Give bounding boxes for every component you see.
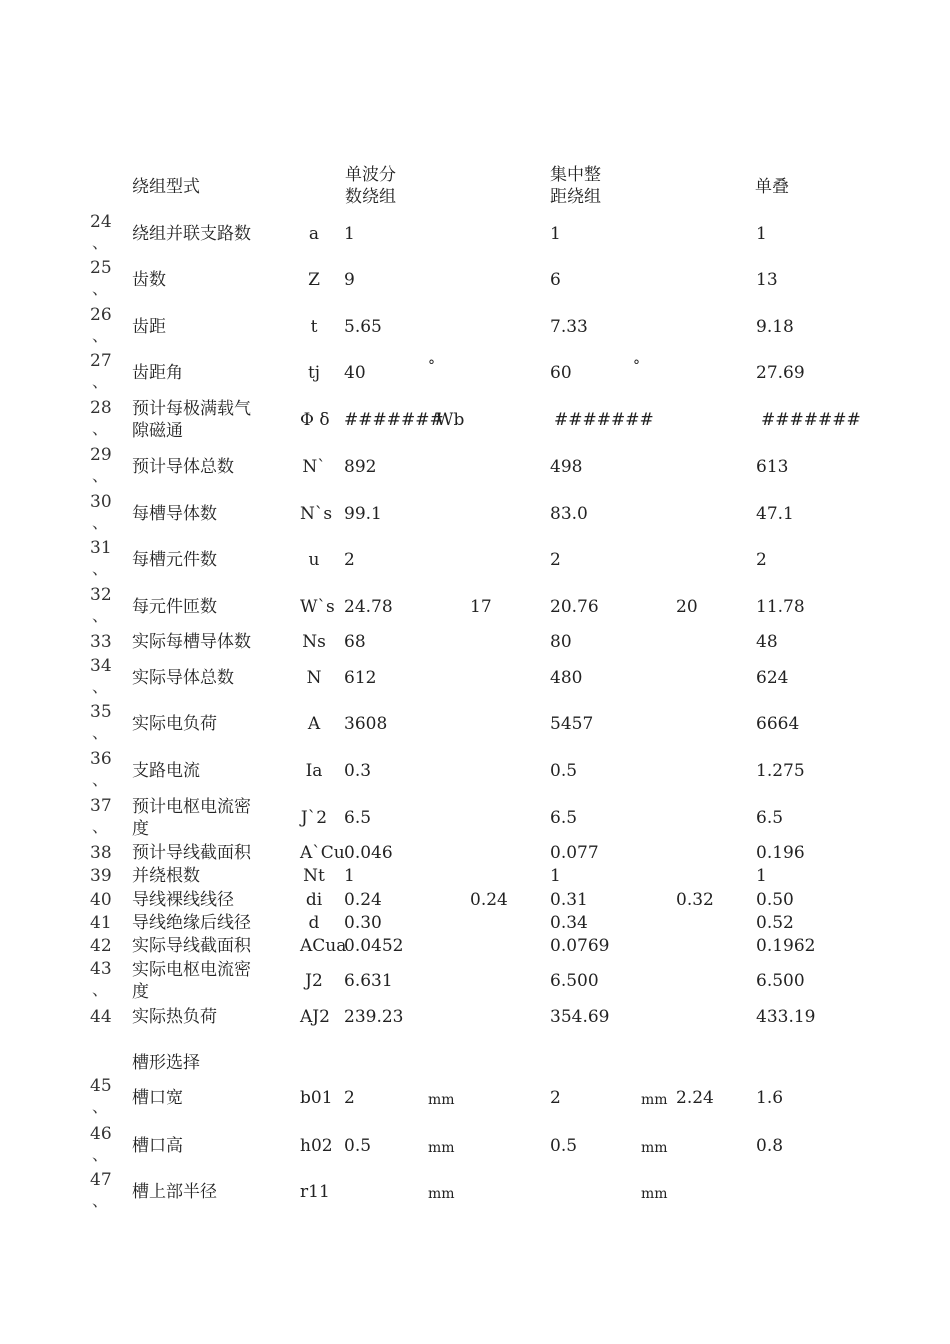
value-col3: 11.78 (756, 597, 805, 617)
value-col1: 0.046 (344, 843, 393, 863)
row-number-tick: 、 (92, 513, 109, 532)
row-symbol: di (305, 890, 323, 910)
value-col3: 613 (756, 457, 789, 477)
value-col1: 1 (344, 866, 355, 886)
row-label: 齿数 (132, 270, 166, 290)
row-number-tick: 、 (92, 1145, 109, 1164)
value-col2: 1 (550, 866, 561, 886)
row-number: 43 (90, 959, 112, 979)
row-label: 预计电枢电流密 度 (132, 797, 251, 839)
value-col2: 83.0 (550, 504, 588, 524)
row-number: 40 (90, 890, 112, 910)
row-symbol: N (306, 668, 322, 688)
unit-col1: ° (428, 358, 435, 374)
value-col2: 2 (550, 1088, 561, 1108)
value-col1: 68 (344, 632, 366, 652)
value-col3: 1 (756, 224, 767, 244)
value-col3: 0.8 (756, 1136, 784, 1156)
value-col1: 99.1 (344, 504, 382, 524)
value-col2: 354.69 (550, 1007, 610, 1027)
row-number-tick: 、 (92, 723, 109, 742)
value-col3: 27.69 (756, 363, 805, 383)
value-col3: 9.18 (756, 317, 794, 337)
value-col1: 0.24 (344, 890, 382, 910)
value-col2: ####### (554, 410, 654, 430)
row-number-tick: 、 (92, 233, 109, 252)
unit-col2: mm (641, 1092, 668, 1108)
value-col1: 6.5 (344, 808, 372, 828)
row-symbol: a (308, 224, 320, 244)
row-number: 46 (90, 1124, 112, 1144)
row-label: 齿距角 (132, 363, 183, 383)
value-col2: 1 (550, 224, 561, 244)
row-number: 27 (90, 351, 112, 371)
row-number: 28 (90, 398, 112, 418)
row-symbol: Z (308, 270, 320, 290)
row-number: 29 (90, 445, 112, 465)
value-col1: ####### (344, 410, 444, 430)
extra-col1: 0.24 (470, 890, 508, 910)
value-col2: 6.500 (550, 971, 599, 991)
row-symbol: Φ δ (300, 410, 330, 430)
value-col2: 0.077 (550, 843, 599, 863)
value-col3: 1.275 (756, 761, 805, 781)
row-number-tick: 、 (92, 770, 109, 789)
row-number: 45 (90, 1076, 112, 1096)
value-col2: 7.33 (550, 317, 588, 337)
value-col2: 6.5 (550, 808, 578, 828)
header-col2: 集中整 距绕组 (550, 165, 601, 207)
row-label: 齿距 (132, 317, 166, 337)
row-label: 槽口宽 (132, 1088, 183, 1108)
row-number: 35 (90, 702, 112, 722)
value-col3: ####### (761, 410, 861, 430)
row-number: 38 (90, 843, 112, 863)
value-col1: 5.65 (344, 317, 382, 337)
extra-col2: 2.24 (676, 1088, 714, 1108)
value-col3: 0.1962 (756, 936, 816, 956)
value-col2: 20.76 (550, 597, 599, 617)
row-label: 每槽元件数 (132, 550, 217, 570)
row-number-tick: 、 (92, 1191, 109, 1210)
unit-col2: mm (641, 1186, 668, 1202)
header-winding-type-label: 绕组型式 (132, 177, 200, 197)
value-col1: 239.23 (344, 1007, 404, 1027)
row-number-tick: 、 (92, 559, 109, 578)
row-label: 预计导体总数 (132, 457, 234, 477)
value-col1: 0.30 (344, 913, 382, 933)
row-number-tick: 、 (92, 817, 109, 836)
row-number: 24 (90, 212, 112, 232)
value-col3: 47.1 (756, 504, 794, 524)
unit-col1: mm (428, 1186, 455, 1202)
value-col3: 48 (756, 632, 778, 652)
row-label: 槽口高 (132, 1136, 183, 1156)
row-symbol: r11 (300, 1182, 330, 1202)
value-col2: 0.0769 (550, 936, 610, 956)
value-col1: 612 (344, 668, 377, 688)
row-number: 42 (90, 936, 112, 956)
row-number: 47 (90, 1170, 112, 1190)
row-label: 每元件匝数 (132, 597, 217, 617)
unit-col2: mm (641, 1140, 668, 1156)
value-col2: 2 (550, 550, 561, 570)
value-col1: 0.0452 (344, 936, 404, 956)
unit-col2: ° (633, 358, 640, 374)
row-label: 绕组并联支路数 (132, 224, 251, 244)
row-number: 36 (90, 749, 112, 769)
unit-col1: Wb (436, 410, 465, 430)
row-label: 实际每槽导体数 (132, 632, 251, 652)
value-col3: 433.19 (756, 1007, 816, 1027)
row-number: 32 (90, 585, 112, 605)
row-symbol: Ns (302, 632, 326, 652)
row-number-tick: 、 (92, 466, 109, 485)
value-col2: 80 (550, 632, 572, 652)
value-col1: 0.3 (344, 761, 372, 781)
row-symbol: t (310, 317, 318, 337)
row-label: 并绕根数 (132, 866, 200, 886)
value-col1: 2 (344, 1088, 355, 1108)
row-symbol: h02 (300, 1136, 333, 1156)
value-col1: 2 (344, 550, 355, 570)
extra-col1: 17 (470, 597, 492, 617)
value-col3: 2 (756, 550, 767, 570)
row-symbol: Ia (305, 761, 323, 781)
value-col1: 0.5 (344, 1136, 372, 1156)
value-col3: 6664 (756, 714, 800, 734)
value-col2: 0.31 (550, 890, 588, 910)
row-number-tick: 、 (92, 419, 109, 438)
row-number: 41 (90, 913, 112, 933)
row-symbol: u (308, 550, 320, 570)
value-col2: 5457 (550, 714, 594, 734)
row-symbol: d (308, 913, 320, 933)
row-number: 37 (90, 796, 112, 816)
row-label: 实际导体总数 (132, 668, 234, 688)
value-col3: 6.500 (756, 971, 805, 991)
row-number: 39 (90, 866, 112, 886)
row-symbol: A`Cu (300, 843, 345, 863)
value-col2: 6 (550, 270, 561, 290)
row-symbol: N`s (300, 504, 333, 524)
row-label: 槽上部半径 (132, 1182, 217, 1202)
row-label: 每槽导体数 (132, 504, 217, 524)
value-col2: 0.5 (550, 761, 578, 781)
value-col3: 13 (756, 270, 778, 290)
row-number-tick: 、 (92, 326, 109, 345)
row-number: 44 (90, 1007, 112, 1027)
header-col1: 单波分 数绕组 (345, 165, 396, 207)
row-symbol: N` (302, 457, 326, 477)
row-label: 支路电流 (132, 761, 200, 781)
value-col3: 1.6 (756, 1088, 784, 1108)
value-col3: 624 (756, 668, 789, 688)
row-number: 25 (90, 258, 112, 278)
value-col2: 0.34 (550, 913, 588, 933)
value-col1: 3608 (344, 714, 388, 734)
row-number: 26 (90, 305, 112, 325)
row-number-tick: 、 (92, 279, 109, 298)
value-col3: 1 (756, 866, 767, 886)
row-symbol: W`s (300, 597, 335, 617)
row-number-tick: 、 (92, 1097, 109, 1116)
value-col1: 9 (344, 270, 355, 290)
value-col1: 6.631 (344, 971, 393, 991)
unit-col1: mm (428, 1092, 455, 1108)
row-symbol: tj (307, 363, 321, 383)
row-number-tick: 、 (92, 980, 109, 999)
row-label: 预计每极满载气 隙磁通 (132, 399, 251, 441)
row-label: 导线裸线线径 (132, 890, 234, 910)
header-col3: 单叠 (755, 177, 789, 197)
extra-col2: 0.32 (676, 890, 714, 910)
value-col2: 498 (550, 457, 583, 477)
value-col1: 24.78 (344, 597, 393, 617)
value-col2: 60 (550, 363, 572, 383)
unit-col1: mm (428, 1140, 455, 1156)
row-number: 30 (90, 492, 112, 512)
value-col2: 480 (550, 668, 583, 688)
row-label: 实际电负荷 (132, 714, 217, 734)
row-symbol: J`2 (300, 808, 328, 828)
value-col1: 892 (344, 457, 377, 477)
value-col3: 6.5 (756, 808, 784, 828)
row-number-tick: 、 (92, 606, 109, 625)
row-number-tick: 、 (92, 372, 109, 391)
row-symbol: b01 (300, 1088, 333, 1108)
row-number: 34 (90, 656, 112, 676)
value-col1: 1 (344, 224, 355, 244)
value-col3: 0.50 (756, 890, 794, 910)
row-number: 31 (90, 538, 112, 558)
value-col1: 40 (344, 363, 366, 383)
value-col3: 0.196 (756, 843, 805, 863)
row-symbol: Nt (303, 866, 325, 886)
row-label: 实际导线截面积 (132, 936, 251, 956)
row-number-tick: 、 (92, 677, 109, 696)
value-col2: 0.5 (550, 1136, 578, 1156)
value-col3: 0.52 (756, 913, 794, 933)
row-label: 实际热负荷 (132, 1007, 217, 1027)
extra-col2: 20 (676, 597, 698, 617)
row-number: 33 (90, 632, 112, 652)
row-symbol: AJ2 (300, 1007, 330, 1027)
row-symbol: J2 (305, 971, 323, 991)
row-label: 槽形选择 (132, 1053, 200, 1073)
row-label: 实际电枢电流密 度 (132, 960, 251, 1002)
row-symbol: ACua (300, 936, 347, 956)
row-symbol: A (307, 714, 321, 734)
row-label: 预计导线截面积 (132, 843, 251, 863)
row-label: 导线绝缘后线径 (132, 913, 251, 933)
